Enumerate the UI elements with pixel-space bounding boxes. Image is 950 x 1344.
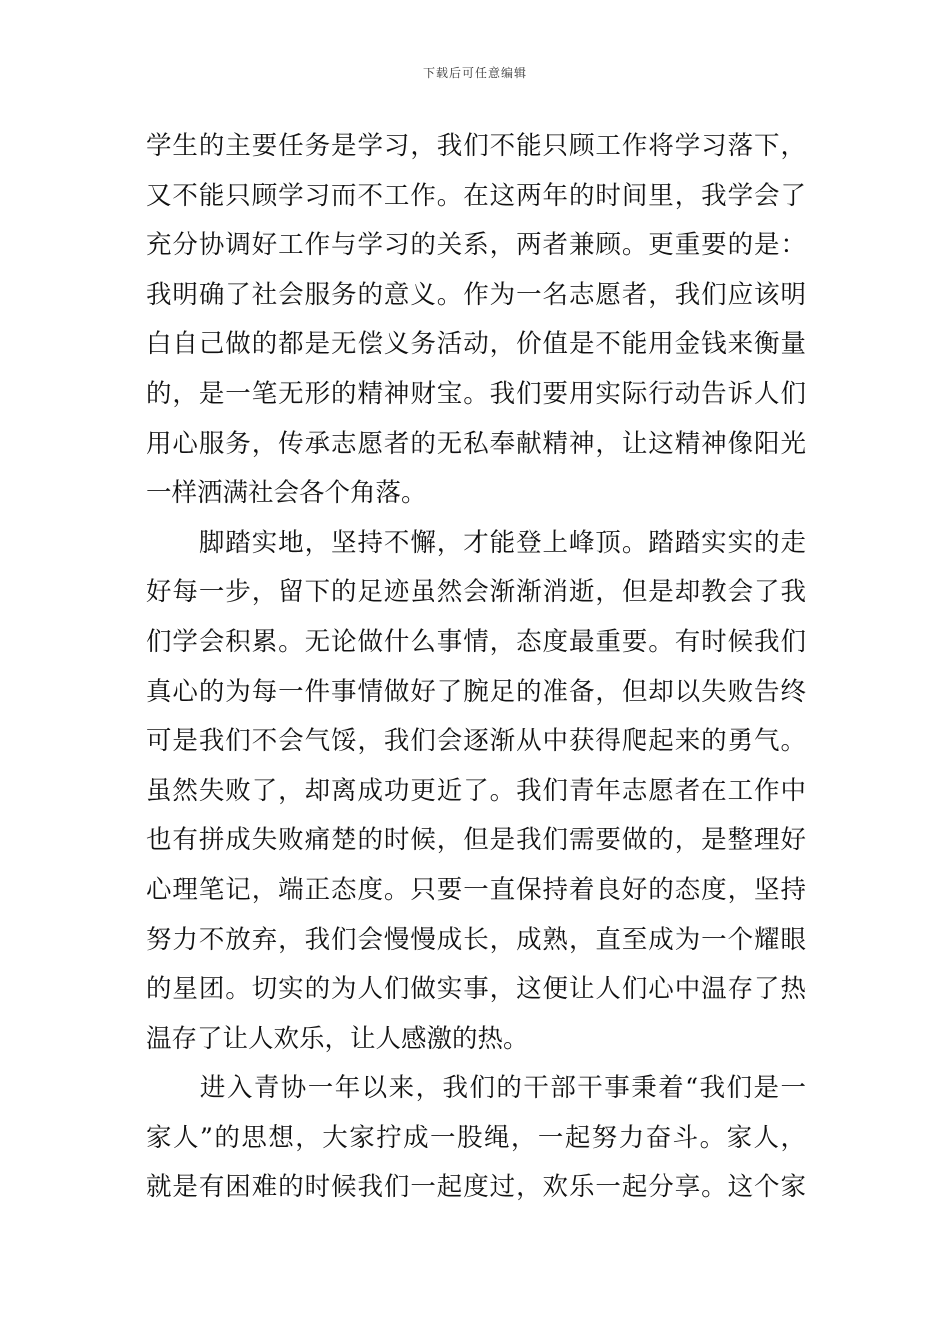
text-line: 进入青协一年以来，我们的干部干事秉着“我们是一 xyxy=(146,1073,806,1104)
text-line: 温存了让人欢乐，让人感激的热。 xyxy=(146,1023,529,1054)
text-line: 虽然失败了，却离成功更近了。我们青年志愿者在工作中 xyxy=(146,775,806,806)
text-line: 家人”的思想，大家拧成一股绳，一起努力奋斗。家人， xyxy=(146,1122,806,1153)
page-header: 下载后可任意编辑 xyxy=(422,66,527,80)
text-line: 的星团。切实的为人们做实事，这便让人们心中温存了热 xyxy=(146,974,806,1005)
text-line: 充分协调好工作与学习的关系，两者兼顾。更重要的是： xyxy=(146,230,806,261)
text-line: 用心服务，传承志愿者的无私奉献精神，让这精神像阳光 xyxy=(146,428,806,459)
text-line: 我明确了社会服务的意义。作为一名志愿者，我们应该明 xyxy=(146,279,806,310)
text-line: 白自己做的都是无偿义务活动，价值是不能用金钱来衡量 xyxy=(146,329,806,360)
text-line: 们学会积累。无论做什么事情，态度最重要。有时候我们 xyxy=(146,626,806,657)
document-body xyxy=(146,122,806,1213)
text-line: 又不能只顾学习而不工作。在这两年的时间里，我学会了 xyxy=(146,180,806,211)
text-line: 好每一步，留下的足迹虽然会渐渐消逝，但是却教会了我 xyxy=(146,577,806,608)
text-line: 就是有困难的时候我们一起度过，欢乐一起分享。这个家 xyxy=(146,1172,806,1203)
text-line: 也有拼成失败痛楚的时候，但是我们需要做的，是整理好 xyxy=(146,825,806,856)
text-line: 心理笔记，端正态度。只要一直保持着良好的态度，坚持 xyxy=(146,874,806,905)
text-line: 努力不放弃，我们会慢慢成长，成熟，直至成为一个耀眼 xyxy=(146,924,806,955)
text-line: 可是我们不会气馁，我们会逐渐从中获得爬起来的勇气。 xyxy=(146,726,806,757)
text-line: 一样洒满社会各个角落。 xyxy=(146,478,427,509)
text-line: 脚踏实地，坚持不懈，才能登上峰顶。踏踏实实的走 xyxy=(146,527,806,558)
text-line: 学生的主要任务是学习，我们不能只顾工作将学习落下， xyxy=(146,131,806,161)
text-line: 真心的为每一件事情做好了腕足的准备，但却以失败告终 xyxy=(146,676,806,707)
text-line: 的，是一笔无形的精神财宝。我们要用实际行动告诉人们 xyxy=(146,378,806,409)
